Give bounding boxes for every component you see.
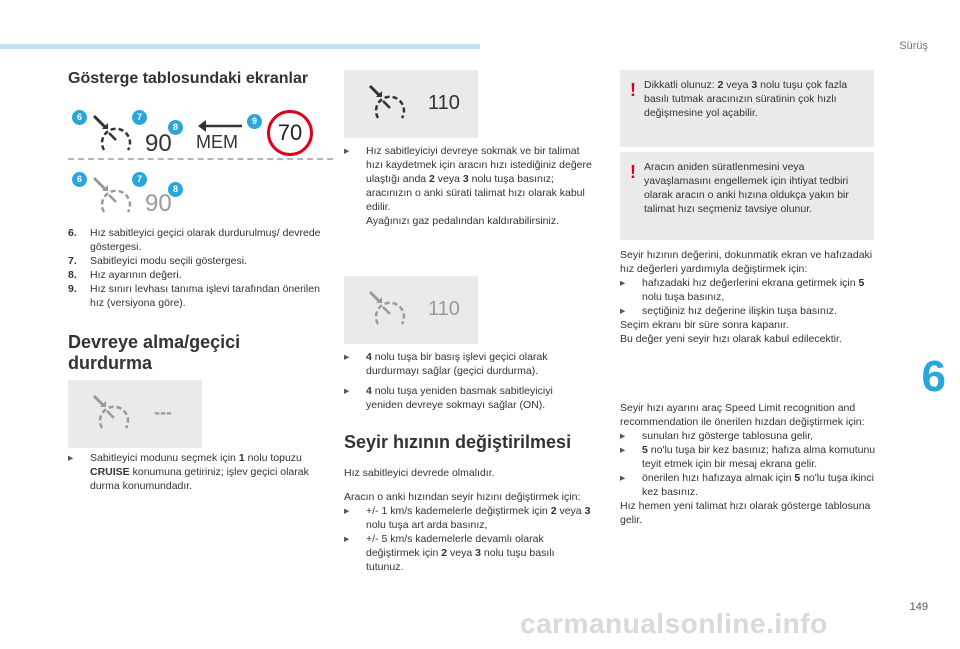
- bullet-icon: ▸: [344, 385, 350, 397]
- speedometer-icon: [366, 286, 410, 330]
- speed-limit-instructions: Seyir hızı ayarını araç Speed Limit recognition and recommendation ile önerilen hızdan değiştirmek için: ▸ sunulan hız gösterge tablosuna gelir, ▸ 5 no'lu tuşa bir kez basınız; hafıza alma komutunu teyit etmek için bir mesaj ekrana gelir. ▸ önerilen hızı hafızaya almak için 5 no'lu tuşa ikinci kez basınız. Hız hemen yeni talimat hızı olarak gösterge tablosuna gelir.: [620, 402, 876, 526]
- bullet-icon: ▸: [620, 305, 626, 317]
- chapter-number: 6: [921, 352, 946, 401]
- watermark: carmanualsonline.info: [520, 608, 828, 639]
- set-speed-value: 90: [145, 130, 172, 157]
- display-panel-active: [344, 70, 478, 138]
- speed-limit-sign: 70: [267, 110, 313, 156]
- callout-badge-9: 9: [247, 114, 262, 129]
- speedometer-icon: [98, 122, 134, 158]
- mem-label: MEM: [196, 132, 238, 152]
- change-speed-body: Hız sabitleyici devrede olmalıdır. Aracın o anki hızından seyir hızını değiştirmek için: ▸ +/- 1 km/s kademelerle değiştirmek için 2 veya 3 nolu tuşa art arda basınız, ▸ +/- 5 km/s kademelerle devamlı olarak değiştirmek için 2 veya 3 nolu tuşu basılı tutunuz.: [344, 467, 591, 573]
- section-heading-displays: Gösterge tablosundaki ekranlar: [68, 70, 309, 87]
- bullet-icon: ▸: [620, 444, 626, 456]
- bullet-icon: ▸: [620, 430, 626, 442]
- warning-box-1: ! Dikkatli olunuz: 2 veya 3 nolu tuşu çok fazla basılı tutmak aracınızın süratinin çok hızlı değişmesine yol açabilir.: [620, 70, 874, 147]
- callout-badge-6: 6: [72, 110, 87, 125]
- callout-badge-6-paused: 6: [72, 172, 87, 187]
- bullet-icon: ▸: [344, 505, 350, 517]
- bullet-icon: ▸: [344, 351, 350, 363]
- display-dashes: ---: [154, 402, 172, 422]
- display-speed-active: 110: [428, 92, 460, 114]
- legend-item: 6. Hız sabitleyici geçici olarak durdurulmuş/ devrede göstergesi.: [68, 227, 321, 253]
- paused-speed-value: 90: [145, 190, 172, 217]
- section-heading-change-speed: Seyir hızının değiştirilmesi: [344, 432, 572, 452]
- callout-badge-7: 7: [132, 110, 147, 125]
- legend-item: 8. Hız ayarının değeri.: [68, 269, 182, 281]
- pause-instructions: ▸ 4 nolu tuşa bir basış işlevi geçici olarak durdurmayı sağlar (geçici durdurma). ▸ 4 nolu tuşa yeniden basmak sabitleyiciyi yeniden devreye sokmayı sağlar (ON).: [344, 351, 553, 411]
- warning-icon: !: [630, 80, 636, 100]
- speedometer-icon: [366, 80, 410, 124]
- callout-badge-7-paused: 7: [132, 172, 147, 187]
- activate-instructions: ▸ Hız sabitleyiciyi devreye sokmak ve bir talimat hızı kaydetmek için aracın hızı istediğiniz değere ulaştığı anda 2 veya 3 nolu tuşa basınız; aracınızın o anki sürati talimat hızı olarak kabul edilir. Ayağınızı gaz pedalından kaldırabilirsiniz.: [344, 145, 592, 227]
- list-item: ▸ Sabitleyici modunu seçmek için 1 nolu topuzu CRUISE konumuna getiriniz; işlev geçici olarak durma konumundadır.: [68, 452, 309, 492]
- bullet-icon: ▸: [68, 452, 74, 464]
- legend-item: 9. Hız sınırı levhası tanıma işlevi tarafından önerilen hız (versiyona göre).: [68, 283, 320, 309]
- legend-list: [68, 226, 330, 310]
- bullet-icon: ▸: [344, 533, 350, 545]
- bullet-icon: ▸: [620, 277, 626, 289]
- divider-dashed: [68, 158, 333, 160]
- section-heading-activation: Devreye alma/geçici durdurma: [68, 332, 241, 373]
- bullet-icon: ▸: [620, 472, 626, 484]
- display-speed-paused: 110: [428, 298, 460, 320]
- speedometer-icon: [98, 184, 134, 220]
- warning-box-2: ! Aracın aniden süratlenmesini veya yavaşlamasını engellemek için ihtiyat tedbiri olarak aracın o anki hızına oldukça yakın bir talimat hızı seçmeniz tavsiye olunur.: [620, 152, 874, 240]
- warning-icon: !: [630, 162, 636, 182]
- speedometer-icon: [90, 390, 134, 434]
- memory-instructions: Seyir hızının değerini, dokunmatik ekran ve hafızadaki hız değerleri yardımıyla değiştirmek için: ▸ hafızadaki hız değerlerini ekrana getirmek için 5 nolu tuşa basınız, ▸ seçtiğiniz hız değerine ilişkin tuşa basınız. Seçim ekranı bir süre sonra kapanır. Bu değer yeni seyir hızı olarak kabul edilecektir.: [620, 249, 873, 345]
- page-number: 149: [909, 601, 928, 613]
- legend-item: 7. Sabitleyici modu seçili göstergesi.: [68, 255, 247, 267]
- instrument-figure: [0, 0, 340, 230]
- bullet-icon: ▸: [344, 145, 350, 157]
- display-panel-paused: [68, 380, 202, 448]
- callout-badge-8: 8: [168, 120, 183, 135]
- display-panel-paused-2: [344, 276, 478, 344]
- callout-badge-8-paused: 8: [168, 182, 183, 197]
- section-title: Sürüş: [899, 40, 928, 52]
